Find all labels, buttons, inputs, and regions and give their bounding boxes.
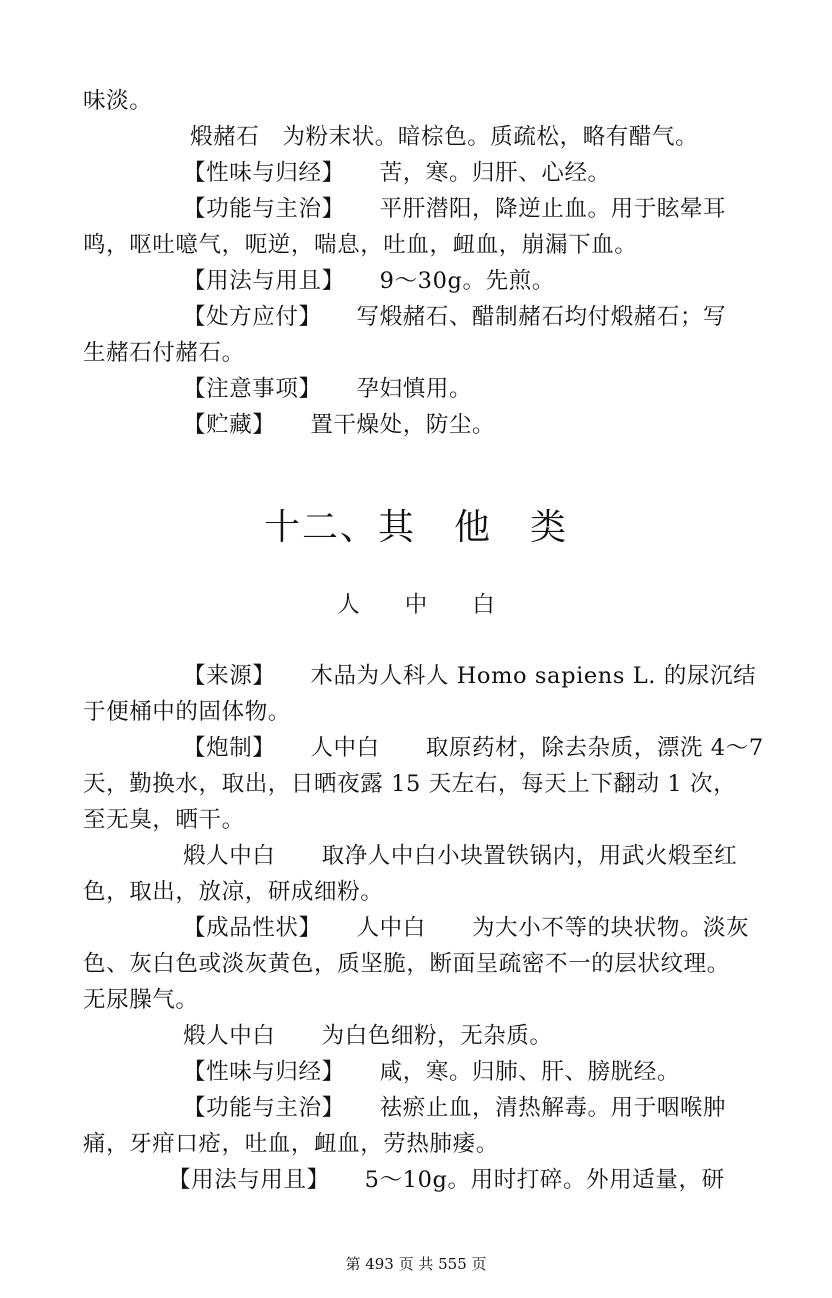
text-line: 生赭石付赭石。	[83, 340, 245, 366]
text-line: 【来源】 木品为人科人 Homo sapiens L. 的尿沉结	[183, 663, 757, 689]
text-line: 【处方应付】 写煅赭石、醋制赭石均付煅赭石；写	[183, 304, 727, 330]
text-line: 煅赭石 为粉末状。暗棕色。质疏松，略有醋气。	[190, 124, 699, 150]
text-line: 色、灰白色或淡灰黄色，质坚脆，断面呈疏密不一的层状纹理。	[83, 951, 730, 977]
text-line: 【炮制】 人中白 取原药材，除去杂质，漂洗 4～7	[183, 735, 764, 761]
page-footer: 第 493 页 共 555 页	[345, 1255, 487, 1273]
text-line: 【贮藏】 置干燥处，防尘。	[183, 412, 496, 438]
text-line: 【性味与归经】 咸，寒。归肺、肝、膀胱经。	[183, 1059, 680, 1085]
text-line: 味淡。	[83, 88, 153, 114]
text-line: 【注意事项】 孕妇慎用。	[183, 376, 473, 402]
text-line: 无尿臊气。	[83, 987, 199, 1013]
text-line: 【功能与主治】 祛瘀止血，清热解毒。用于咽喉肿	[183, 1095, 727, 1121]
text-line: 【功能与主治】 平肝潜阳，降逆止血。用于眩晕耳	[183, 196, 727, 222]
text-line: 痛，牙疳口疮，吐血，衄血，劳热肺痿。	[83, 1131, 499, 1157]
text-line: 煅人中白 取净人中白小块置铁锅内，用武火煅至红	[183, 843, 738, 869]
section-title: 十二、其 他 类	[263, 507, 568, 548]
text-line: 【用法与用且】 9～30g。先煎。	[183, 268, 555, 294]
text-line: 色，取出，放凉，研成细粉。	[83, 879, 384, 905]
item-title: 人 中 白	[337, 592, 495, 618]
text-line: 【性味与归经】 苦，寒。归肝、心经。	[183, 160, 611, 186]
text-line: 至无臭，晒干。	[83, 807, 245, 833]
text-line: 鸣，呕吐噫气，呃逆，喘息，吐血，衄血，崩漏下血。	[83, 232, 638, 258]
text-line: 煅人中白 为白色细粉，无杂质。	[183, 1023, 553, 1049]
text-line: 于便桶中的固体物。	[83, 699, 291, 725]
text-line: 【用法与用且】 5～10g。用时打碎。外用适量，研	[168, 1167, 725, 1193]
text-line: 【成品性状】 人中白 为大小不等的块状物。淡灰	[183, 915, 750, 941]
text-line: 天，勤换水，取出，日晒夜露 15 天左右，每天上下翻动 1 次，	[83, 771, 737, 797]
